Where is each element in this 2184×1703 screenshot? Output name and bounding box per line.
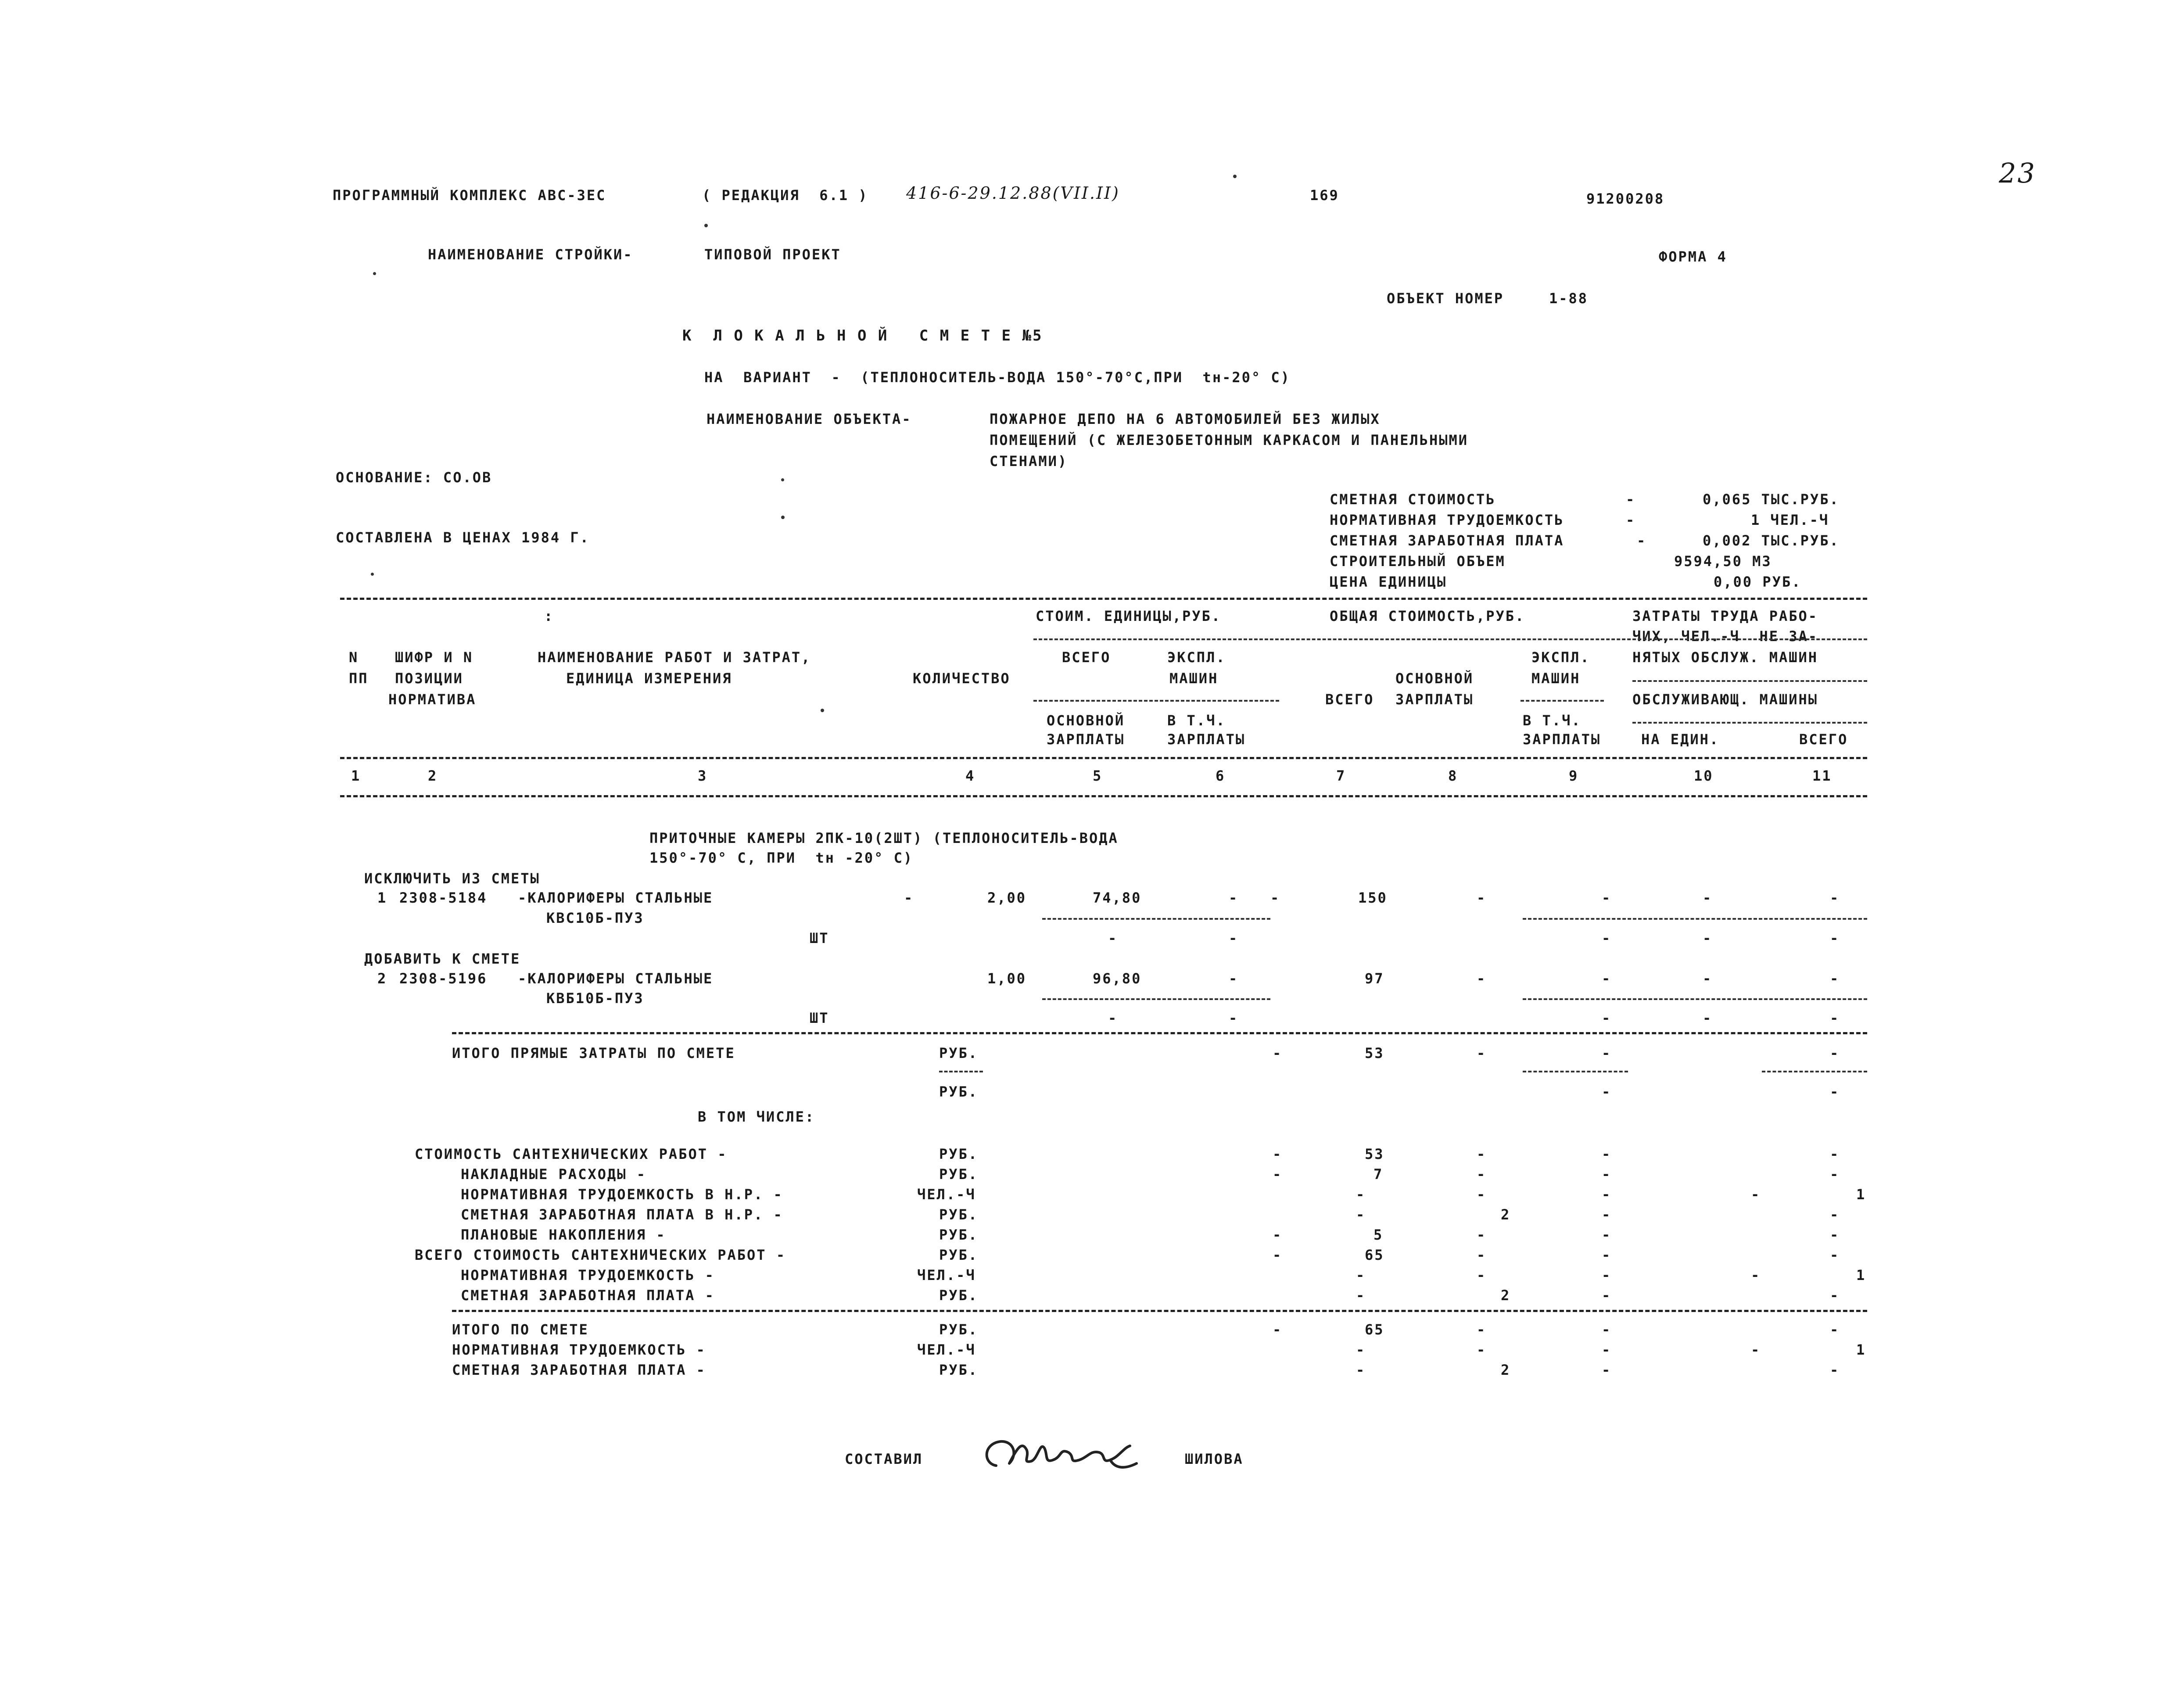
speck	[821, 709, 824, 712]
col-number: 8	[1448, 767, 1458, 784]
breakdown-label: НОРМАТИВНАЯ ТРУДОЕМКОСТЬ В Н.Р. -	[461, 1186, 783, 1203]
col-header-total-incl-1: В Т.Ч.	[1523, 712, 1582, 729]
breakdown-labor: 1	[1856, 1267, 1866, 1284]
exclude-label: ИСКЛЮЧИТЬ ИЗ СМЕТЫ	[364, 870, 540, 887]
variant: НА ВАРИАНТ - (ТЕПЛОНОСИТЕЛЬ-ВОДА 150°-70°С,ПРИ tн-20° С)	[704, 369, 1291, 386]
breakdown-unit: РУБ.	[939, 1146, 979, 1162]
row-number: 2	[377, 970, 387, 987]
final-label: ИТОГО ПО СМЕТЕ	[452, 1321, 589, 1338]
row-name-2: КВБ10Б-ПУЗ	[546, 990, 644, 1007]
row-dash: -	[1602, 1321, 1612, 1338]
breakdown-unit: РУБ.	[939, 1206, 979, 1223]
breakdown-wage: 2	[1501, 1287, 1511, 1304]
breakdown-value: 5	[1374, 1226, 1384, 1243]
row-lab-total: -	[1830, 970, 1840, 987]
breakdown-label: СМЕТНАЯ ЗАРАБОТНАЯ ПЛАТА В Н.Р. -	[461, 1206, 783, 1223]
row-number: 1	[377, 889, 387, 906]
row-dash: -	[1477, 1341, 1487, 1358]
row-dash: -	[1477, 1247, 1487, 1263]
program-name: ПРОГРАММНЫЙ КОМПЛЕКС АВС-ЗЕС	[333, 187, 606, 204]
composed-label: СОСТАВИЛ	[845, 1451, 923, 1467]
col-header-unit-incl-1: В Т.Ч.	[1167, 712, 1226, 729]
breakdown-label: ПЛАНОВЫЕ НАКОПЛЕНИЯ -	[461, 1226, 666, 1243]
object-name-label: НАИМЕНОВАНИЕ ОБЪЕКТА-	[706, 411, 912, 427]
col-header-total-mach-2: МАШИН	[1531, 670, 1581, 687]
breakdown-label: СТОИМОСТЬ САНТЕХНИЧЕСКИХ РАБОТ -	[415, 1146, 728, 1162]
final-unit: РУБ.	[939, 1321, 979, 1338]
summary-label: СМЕТНАЯ ЗАРАБОТНАЯ ПЛАТА	[1330, 532, 1564, 549]
row-dash: -	[1602, 1083, 1612, 1100]
breakdown-label: ВСЕГО СТОИМОСТЬ САНТЕХНИЧЕСКИХ РАБОТ -	[415, 1247, 786, 1263]
breakdown-value: 53	[1365, 1146, 1384, 1162]
col-header-n: N	[349, 649, 359, 666]
rule	[1033, 700, 1279, 702]
rule	[1523, 918, 1867, 920]
col-number: 6	[1216, 767, 1226, 784]
document-code: 91200208	[1586, 190, 1665, 207]
row-dash: -	[1273, 1247, 1283, 1263]
final-wage: 2	[1501, 1362, 1511, 1378]
summary-dash: -	[1626, 491, 1636, 508]
col-number: 2	[428, 767, 438, 784]
row-lab-unit: -	[1703, 970, 1713, 987]
final-label: НОРМАТИВНАЯ ТРУДОЕМКОСТЬ -	[452, 1341, 706, 1358]
row-dash: -	[1477, 1186, 1487, 1203]
row-total: 150	[1358, 889, 1388, 906]
summary-label: СТРОИТЕЛЬНЫЙ ОБЪЕМ	[1330, 553, 1506, 570]
row-name: -КАЛОРИФЕРЫ СТАЛЬНЫЕ	[518, 970, 714, 987]
direct-costs-unit: РУБ.	[939, 1045, 979, 1061]
speck	[373, 272, 376, 275]
col-header-name-1: НАИМЕНОВАНИЕ РАБОТ И ЗАТРАТ,	[538, 649, 811, 666]
rule	[939, 1071, 983, 1072]
col-header-quantity: КОЛИЧЕСТВО	[913, 670, 1011, 687]
edition-handwritten: 416-6-29.12.88(VII.II)	[906, 183, 1120, 203]
row-dash: -	[1602, 1146, 1612, 1162]
row-dash: -	[1751, 1186, 1761, 1203]
summary-dash: -	[1637, 532, 1647, 549]
summary-value: 0,002 ТЫС.РУБ.	[1703, 532, 1840, 549]
col-header-labor-2: ЧИХ, ЧЕЛ.-Ч НЕ ЗА-	[1632, 628, 1818, 645]
col-header-name-2: ЕДИНИЦА ИЗМЕРЕНИЯ	[566, 670, 732, 687]
breakdown-label: НОРМАТИВНАЯ ТРУДОЕМКОСТЬ -	[461, 1267, 715, 1284]
edition: ( РЕДАКЦИЯ 6.1 )	[702, 187, 868, 204]
row-dash: -	[1830, 1287, 1840, 1304]
row-dash: -	[1477, 1166, 1487, 1183]
object-number-label: ОБЪЕКТ НОМЕР	[1387, 290, 1504, 307]
breakdown-wage: 2	[1501, 1206, 1511, 1223]
col-number: 10	[1694, 767, 1714, 784]
summary-dash: -	[1626, 512, 1636, 528]
final-label: СМЕТНАЯ ЗАРАБОТНАЯ ПЛАТА -	[452, 1362, 706, 1378]
row-dash: -	[1477, 1045, 1487, 1061]
col-header-code-3: НОРМАТИВА	[388, 691, 477, 708]
col-header-unit-basic-1: ОСНОВНОЙ	[1047, 712, 1125, 729]
row-dash: -	[1273, 1045, 1283, 1061]
row-dash: -	[1477, 1226, 1487, 1243]
final-unit: РУБ.	[939, 1362, 979, 1378]
row-dash: -	[1602, 1226, 1612, 1243]
rule	[1042, 998, 1270, 1000]
final-unit: ЧЕЛ.-Ч	[917, 1341, 976, 1358]
prices-note: СОСТАВЛЕНА В ЦЕНАХ 1984 Г.	[336, 529, 590, 546]
including-label: В ТОМ ЧИСЛЕ:	[698, 1108, 815, 1125]
breakdown-label: СМЕТНАЯ ЗАРАБОТНАЯ ПЛАТА -	[461, 1287, 715, 1304]
breakdown-value: 65	[1365, 1247, 1384, 1263]
summary-value: 1 ЧЕЛ.-Ч	[1751, 512, 1829, 528]
col-header-unit-mach-1: ЭКСПЛ.	[1167, 649, 1226, 666]
row-dash: -	[1108, 1010, 1118, 1026]
breakdown-value: 7	[1374, 1166, 1384, 1183]
col-header-unit-cost: СТОИМ. ЕДИНИЦЫ,РУБ.	[1036, 608, 1222, 624]
section-title-line-2: 150°-70° С, ПРИ tн -20° С)	[649, 850, 914, 866]
row-dash: -	[1602, 1341, 1612, 1358]
row-quantity: 2,00	[987, 889, 1027, 906]
direct-costs-label: ИТОГО ПРЯМЫЕ ЗАТРАТЫ ПО СМЕТЕ	[452, 1045, 735, 1061]
form-number: ФОРМА 4	[1659, 248, 1727, 265]
row-mach: -	[1229, 970, 1239, 987]
row-dash: -	[1703, 930, 1713, 947]
col-header-total-all: ВСЕГО	[1325, 691, 1374, 708]
row-dash: -	[1830, 1166, 1840, 1183]
row-dash: -	[1602, 930, 1612, 947]
direct-costs-value: 53	[1365, 1045, 1384, 1061]
rule	[340, 757, 1867, 759]
breakdown-value: -	[1356, 1186, 1366, 1203]
rule	[1762, 1071, 1867, 1072]
row-dash: -	[1602, 1166, 1612, 1183]
speck	[781, 478, 784, 481]
sheet-number: 169	[1310, 187, 1339, 204]
breakdown-value: -	[1356, 1267, 1366, 1284]
row-dash: -	[1830, 930, 1840, 947]
breakdown-unit: ЧЕЛ.-Ч	[917, 1186, 976, 1203]
row-dash: -	[1602, 1206, 1612, 1223]
final-value: -	[1356, 1362, 1366, 1378]
row-dash: -	[1751, 1267, 1761, 1284]
col-number: 9	[1569, 767, 1579, 784]
add-label: ДОБАВИТЬ К СМЕТЕ	[364, 950, 521, 967]
signature-icon	[979, 1433, 1145, 1481]
composer-name: ШИЛОВА	[1185, 1451, 1244, 1467]
col-number: 7	[1336, 767, 1346, 784]
col-header-labor-1: ЗАТРАТЫ ТРУДА РАБО-	[1632, 608, 1818, 624]
col-header-pp: ПП	[349, 670, 369, 687]
col-header-labor-serv: ОБСЛУЖИВАЮЩ. МАШИНЫ	[1632, 691, 1818, 708]
col-number: 11	[1812, 767, 1832, 784]
row-basic: -	[1477, 889, 1487, 906]
row-dash: -	[1602, 1267, 1612, 1284]
row-dash: -	[1602, 1287, 1612, 1304]
final-value: -	[1356, 1341, 1366, 1358]
row-dash: -	[1751, 1341, 1761, 1358]
summary-value: 0,00 РУБ.	[1714, 574, 1802, 590]
col-header-total-cost: ОБЩАЯ СТОИМОСТЬ,РУБ.	[1330, 608, 1525, 624]
summary-label: СМЕТНАЯ СТОИМОСТЬ	[1330, 491, 1496, 508]
col-number: 5	[1093, 767, 1103, 784]
construction-value: ТИПОВОЙ ПРОЕКТ	[704, 246, 841, 263]
row-mach-2: -	[1270, 889, 1280, 906]
col-header-total-basic-1: ОСНОВНОЙ	[1395, 670, 1474, 687]
col-number: 4	[965, 767, 975, 784]
row-mach: -	[1229, 889, 1239, 906]
row-emach: -	[1602, 889, 1612, 906]
col-separators: :	[544, 608, 554, 624]
row-dash: -	[1273, 1226, 1283, 1243]
summary-value: 9594,50 М3	[1674, 553, 1772, 570]
col-header-unit-incl-2: ЗАРПЛАТЫ	[1167, 731, 1246, 748]
row-dash: -	[1229, 1010, 1239, 1026]
row-name: -КАЛОРИФЕРЫ СТАЛЬНЫЕ	[518, 889, 714, 906]
col-header-total-mach-1: ЭКСПЛ.	[1531, 649, 1590, 666]
row-quantity: 1,00	[987, 970, 1027, 987]
row-dash: -	[1477, 1146, 1487, 1162]
page-number: 23	[1999, 157, 2036, 189]
col-header-labor-total: ВСЕГО	[1799, 731, 1848, 748]
col-header-unit-mach-2: МАШИН	[1169, 670, 1219, 687]
col-header-total-incl-2: ЗАРПЛАТЫ	[1523, 731, 1601, 748]
col-header-code-2: ПОЗИЦИИ	[395, 670, 463, 687]
row-dash: -	[1830, 1010, 1840, 1026]
speck	[1233, 175, 1237, 178]
row-emach: -	[1602, 970, 1612, 987]
summary-label: НОРМАТИВНАЯ ТРУДОЕМКОСТЬ	[1330, 512, 1564, 528]
row-code: 2308-5196	[399, 970, 488, 987]
row-lab-total: -	[1830, 889, 1840, 906]
construction-label: НАИМЕНОВАНИЕ СТРОЙКИ-	[428, 246, 633, 263]
breakdown-unit: РУБ.	[939, 1287, 979, 1304]
col-header-labor-3: НЯТЫХ ОБСЛУЖ. МАШИН	[1632, 649, 1818, 666]
rule	[1521, 700, 1604, 702]
row-dash: -	[1602, 1045, 1612, 1061]
row-unit: ШТ	[810, 1010, 829, 1026]
rule	[452, 1032, 1867, 1034]
breakdown-unit: РУБ.	[939, 1247, 979, 1263]
rule	[340, 795, 1867, 797]
rule	[340, 598, 1867, 600]
section-title-line-1: ПРИТОЧНЫЕ КАМЕРЫ 2ПК-10(2ШТ) (ТЕПЛОНОСИТЕЛЬ-ВОДА	[649, 830, 1119, 846]
row-dash: -	[1602, 1362, 1612, 1378]
col-number: 3	[698, 767, 708, 784]
row-dash: -	[1602, 1186, 1612, 1203]
row-dash: -	[1830, 1206, 1840, 1223]
row-minus: -	[904, 889, 914, 906]
object-name-line-1: ПОЖАРНОЕ ДЕПО НА 6 АВТОМОБИЛЕЙ БЕЗ ЖИЛЫХ	[990, 411, 1381, 427]
col-number: 1	[351, 767, 361, 784]
object-number-value: 1-88	[1549, 290, 1589, 307]
object-name-line-3: СТЕНАМИ)	[990, 453, 1068, 470]
breakdown-value: -	[1356, 1206, 1366, 1223]
col-header-code-1: ШИФР И N	[395, 649, 473, 666]
row-dash: -	[1477, 1321, 1487, 1338]
row-dash: -	[1830, 1226, 1840, 1243]
breakdown-label: НАКЛАДНЫЕ РАСХОДЫ -	[461, 1166, 647, 1183]
breakdown-labor: 1	[1856, 1186, 1866, 1203]
object-name-line-2: ПОМЕЩЕНИЙ (С ЖЕЛЕЗОБЕТОННЫМ КАРКАСОМ И ПАНЕЛЬНЫМИ	[990, 432, 1469, 448]
breakdown-unit: РУБ.	[939, 1166, 979, 1183]
row-basic: -	[1477, 970, 1487, 987]
rule	[1033, 638, 1867, 640]
final-value: 65	[1365, 1321, 1384, 1338]
rule	[1523, 998, 1867, 1000]
row-price: 74,80	[1093, 889, 1142, 906]
rule	[1042, 918, 1270, 920]
breakdown-value: -	[1356, 1287, 1366, 1304]
breakdown-unit: ЧЕЛ.-Ч	[917, 1267, 976, 1284]
row-dash: -	[1477, 1267, 1487, 1284]
row-dash: -	[1273, 1166, 1283, 1183]
col-header-unit-total: ВСЕГО	[1062, 649, 1111, 666]
rule	[452, 1310, 1867, 1312]
speck	[704, 224, 708, 227]
col-header-total-basic-2: ЗАРПЛАТЫ	[1395, 691, 1474, 708]
row-lab-unit: -	[1703, 889, 1713, 906]
document-title: К Л О К А Л Ь Н О Й С М Е Т Е №5	[682, 327, 1043, 344]
rule	[1632, 722, 1867, 724]
row-total: 97	[1365, 970, 1384, 987]
rule	[1632, 680, 1867, 682]
row-dash: -	[1602, 1247, 1612, 1263]
row-name-2: КВС10Б-ПУЗ	[546, 910, 644, 926]
row-code: 2308-5184	[399, 889, 488, 906]
row-unit: ШТ	[810, 930, 829, 947]
row-dash: -	[1830, 1045, 1840, 1061]
row-dash: -	[1703, 1010, 1713, 1026]
speck	[781, 516, 785, 519]
row-dash: -	[1273, 1321, 1283, 1338]
row-dash: -	[1830, 1247, 1840, 1263]
col-header-labor-unit: НА ЕДИН.	[1641, 731, 1720, 748]
rule	[1523, 1071, 1628, 1072]
direct-costs-unit-2: РУБ.	[939, 1083, 979, 1100]
breakdown-unit: РУБ.	[939, 1226, 979, 1243]
row-dash: -	[1229, 930, 1239, 947]
row-dash: -	[1273, 1146, 1283, 1162]
col-header-unit-basic-2: ЗАРПЛАТЫ	[1047, 731, 1125, 748]
row-dash: -	[1830, 1321, 1840, 1338]
summary-value: 0,065 ТЫС.РУБ.	[1703, 491, 1840, 508]
basis: ОСНОВАНИЕ: СО.ОВ	[336, 469, 492, 486]
row-dash: -	[1830, 1146, 1840, 1162]
row-dash: -	[1830, 1083, 1840, 1100]
row-dash: -	[1108, 930, 1118, 947]
row-price: 96,80	[1093, 970, 1142, 987]
row-dash: -	[1602, 1010, 1612, 1026]
speck	[371, 573, 374, 576]
summary-label: ЦЕНА ЕДИНИЦЫ	[1330, 574, 1447, 590]
final-labor: 1	[1856, 1341, 1866, 1358]
row-dash: -	[1830, 1362, 1840, 1378]
